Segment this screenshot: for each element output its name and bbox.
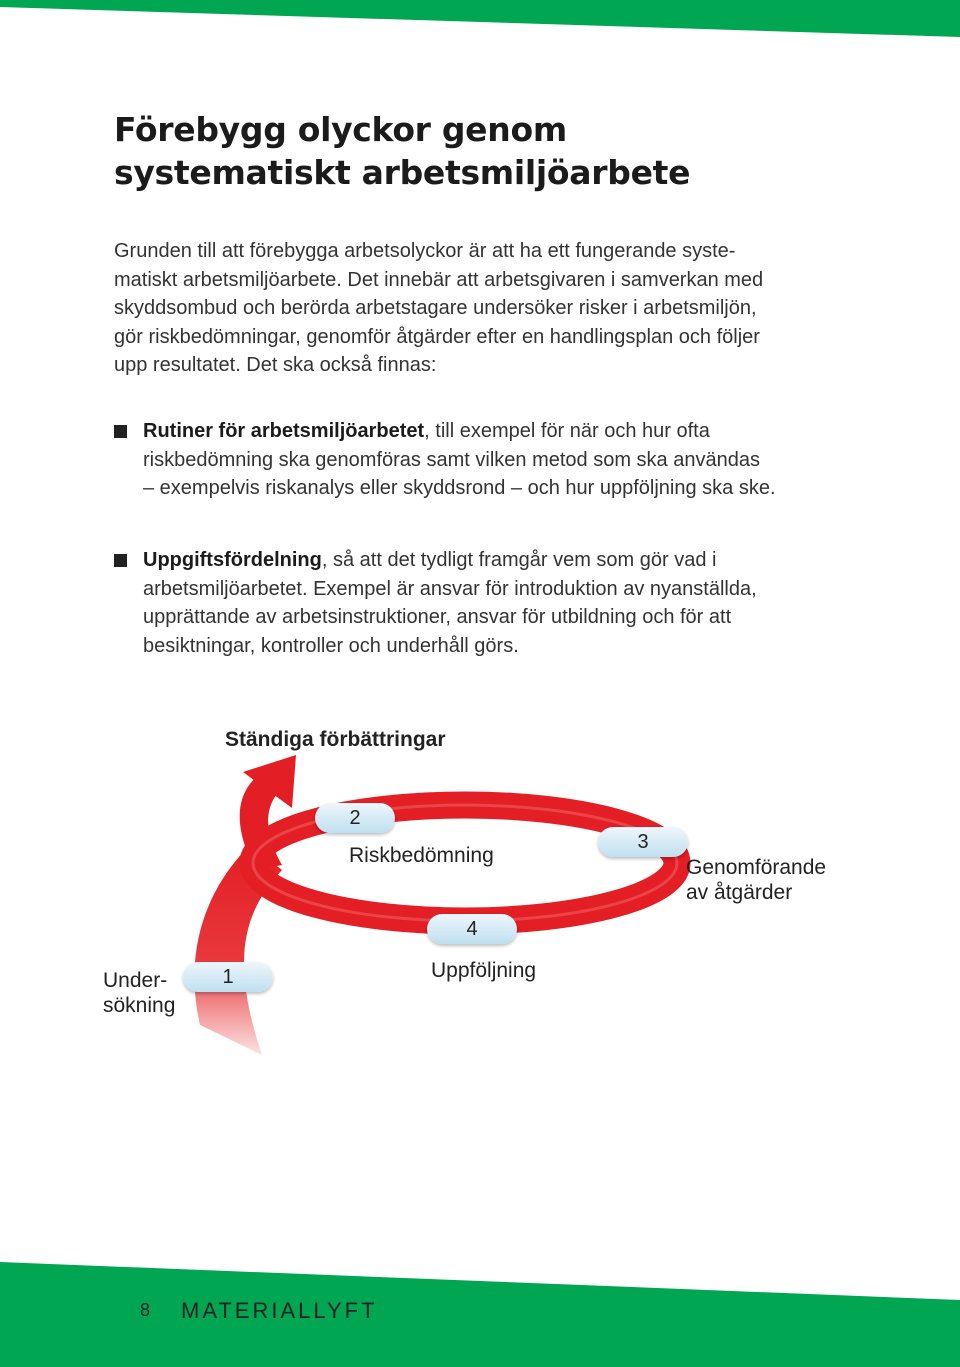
step-number-badge: 1	[183, 962, 273, 992]
bullet-square-icon	[114, 425, 127, 438]
page-number: 8	[140, 1300, 151, 1320]
intro-line: skyddsombud och berörda arbetstagare undersöker risker i arbetsmiljön,	[114, 297, 757, 319]
step-number-badge: 4	[427, 914, 517, 944]
step-label	[686, 855, 826, 905]
step-number-badge: 3	[598, 827, 688, 857]
bullet-text: – exempelvis riskanalys eller skyddsrond – och hur uppföljning ska ske.	[143, 477, 776, 499]
bullet-uppgiftsfordelning	[114, 546, 834, 660]
page-title	[114, 108, 690, 194]
top-green-band	[0, 0, 960, 40]
step-label-line: av åtgärder	[686, 881, 793, 904]
title-line: systematiskt arbetsmiljöarbete	[114, 153, 691, 192]
bullet-rutiner	[114, 417, 834, 503]
title-line: Förebygg olyckor genom	[114, 110, 567, 149]
bullet-text: riskbedömning ska genomföras samt vilken metod som ska användas	[143, 448, 760, 471]
bullet-bold-term: Rutiner för arbetsmiljöarbetet	[143, 420, 425, 442]
bullet-text: upprättande av arbetsinstruktioner, ansvar för utbildning och för att	[143, 606, 732, 628]
bullet-bold-term: Uppgiftsfördelning	[143, 549, 322, 571]
continuous-improvement-label: Ständiga förbättringar	[225, 728, 446, 751]
bullet-text: arbetsmiljöarbetet. Exempel är ansvar för introduktion av nyanställda,	[143, 577, 757, 600]
intro-line: matiskt arbetsmiljöarbete. Det innebär att arbetsgivaren i samverkan med	[114, 268, 764, 291]
step-label: Riskbedömning	[349, 844, 494, 867]
step-number-badge: 2	[315, 803, 395, 833]
intro-line: upp resultatet. Det ska också finnas:	[114, 354, 437, 376]
intro-line: gör riskbedömningar, genomför åtgärder efter en handlingsplan och följer	[114, 325, 760, 348]
bullet-square-icon	[114, 554, 127, 567]
improvement-cycle-diagram	[0, 700, 960, 1120]
step-label: Uppföljning	[431, 959, 537, 982]
bullet-text: , så att det tydligt framgår vem som gör vad i	[321, 549, 717, 571]
intro-paragraph	[114, 237, 834, 380]
intro-line: Grunden till att förebygga arbetsolyckor är att ha ett fungerande syste-	[114, 240, 736, 262]
footer-title: MATERIALLYFT	[181, 1298, 378, 1323]
bullet-text: besiktningar, kontroller och underhåll görs.	[143, 634, 519, 657]
step-label-line: Genomförande	[686, 856, 827, 879]
step-label-line: Under-	[103, 969, 168, 992]
bullet-text: , till exempel för när och hur ofta	[424, 420, 710, 442]
cycle-arrow-graphic	[0, 700, 960, 1120]
step-label	[103, 968, 175, 1018]
step-label-line: sökning	[103, 994, 176, 1017]
